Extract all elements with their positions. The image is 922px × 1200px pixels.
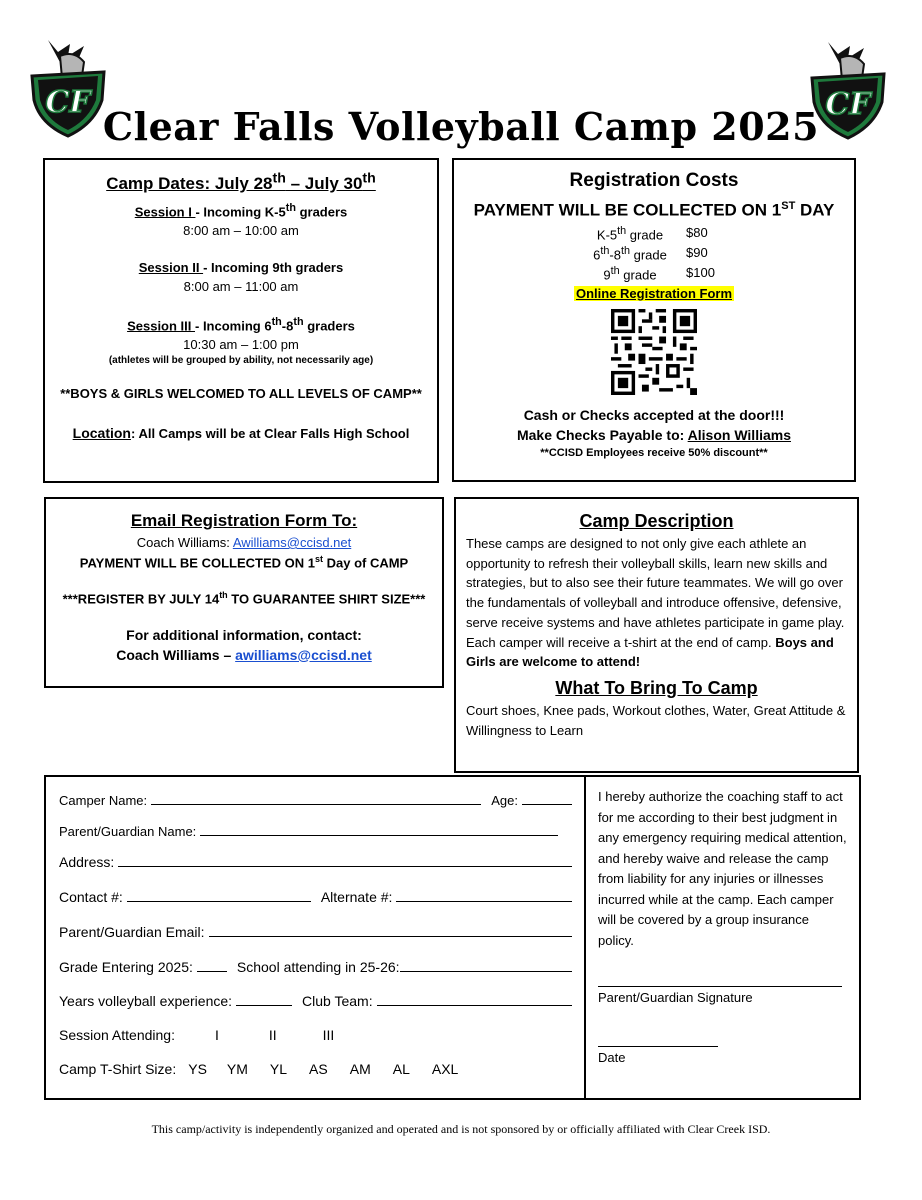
guardian-email-row: Parent/Guardian Email: — [59, 923, 576, 940]
online-registration-link[interactable]: Online Registration Form — [575, 285, 732, 301]
location-text: Location: All Camps will be at Clear Falls High School — [72, 425, 410, 442]
welcome-note: **BOYS & GIRLS WELCOMED TO ALL LEVELS OF CAMP** — [60, 386, 422, 402]
costs-header: Registration Costs — [569, 170, 739, 191]
camp-dates-box — [43, 158, 439, 483]
cost-row-6-8: 6th-8th grade $90 — [593, 244, 708, 263]
session-row: Session Attending: I II III — [59, 1027, 335, 1043]
school-field[interactable] — [400, 958, 572, 972]
size-ys[interactable]: YS — [188, 1061, 207, 1077]
session-1-time: 8:00 am – 10:00 am — [183, 222, 299, 238]
cash-checks-note: Cash or Checks accepted at the door!!! — [523, 406, 785, 423]
address-field[interactable] — [118, 853, 572, 867]
qr-code-icon[interactable] — [611, 309, 697, 395]
waiver-text: I hereby authorize the coaching staff to act for me according to their best judgment in any emergency requiring medical attention, and hereby waive and release the camp from liability for any injuries or illnesses incurred while at the camp. Each camper will be covered by a group insurance policy. — [598, 789, 847, 948]
registration-form — [44, 775, 586, 1100]
coach-email-link[interactable]: Awilliams@ccisd.net — [232, 535, 352, 550]
description-body: These camps are designed to not only give each athlete an opportunity to refresh their volleyball skills, learn new skills and strategies, but to also see their future teammates. We will go over the fundamentals of volleyball and introduce offensive, defensive, serve receive systems and have athletes participate in game play. Each camper will receive a t-shirt at the end of camp. Boys and Girls are welcome to attend! — [466, 536, 845, 670]
address-row: Address: — [59, 853, 576, 870]
size-axl[interactable]: AXL — [431, 1061, 459, 1077]
signature-field[interactable] — [598, 967, 842, 987]
size-ym[interactable]: YM — [226, 1061, 248, 1077]
session-3-note: (athletes will be grouped by ability, not necessarily age) — [108, 355, 374, 367]
email-registration-box — [44, 497, 444, 688]
checks-payable-note: Make Checks Payable to: Alison Williams — [516, 426, 791, 443]
email-header: Email Registration Form To: — [130, 511, 358, 530]
register-deadline: ***REGISTER BY JULY 14th TO GUARANTEE SHIRT SIZE*** — [62, 590, 426, 607]
guardian-name-row: Parent/Guardian Name: — [59, 822, 576, 839]
coach-email-line: Coach Williams: Awilliams@ccisd.net — [136, 535, 352, 550]
session-option-3[interactable]: III — [322, 1027, 335, 1043]
contact-row: Contact #: Alternate #: — [59, 888, 576, 905]
grade-field[interactable] — [197, 958, 227, 972]
guardian-name-field[interactable] — [200, 822, 558, 836]
svg-text:CF: CF — [45, 85, 91, 120]
signature-label: Parent/Guardian Signature — [598, 990, 753, 1005]
bring-header: What To Bring To Camp — [555, 677, 758, 698]
years-field[interactable] — [236, 992, 292, 1006]
registration-costs-box — [452, 158, 856, 482]
club-field[interactable] — [377, 992, 572, 1006]
contact-line: Coach Williams – awilliams@ccisd.net — [116, 646, 372, 663]
waiver-box — [584, 775, 861, 1100]
session-1-label: Session I - Incoming K-5th graders — [134, 201, 348, 219]
date-field[interactable] — [598, 1027, 718, 1047]
size-yl[interactable]: YL — [269, 1061, 288, 1077]
additional-info: For additional information, contact: — [126, 626, 362, 643]
shirt-size-row: Camp T-Shirt Size: YS YM YL AS AM AL AXL — [59, 1061, 459, 1077]
experience-row: Years volleyball experience: Club Team: — [59, 992, 576, 1009]
contact-field[interactable] — [127, 888, 311, 902]
session-3-time: 10:30 am – 1:00 pm — [183, 337, 299, 353]
age-field[interactable] — [522, 791, 572, 805]
session-option-1[interactable]: I — [214, 1027, 219, 1043]
description-header: Camp Description — [579, 511, 734, 531]
cost-row-k5: K-5th grade $80 — [596, 224, 708, 242]
camper-name-field[interactable] — [151, 791, 481, 805]
camp-description-box — [454, 497, 859, 773]
size-am[interactable]: AM — [349, 1061, 371, 1077]
bring-body: Court shoes, Knee pads, Workout clothes, Water, Great Attitude & Willingness to Learn — [466, 702, 846, 738]
session-2-time: 8:00 am – 11:00 am — [183, 278, 299, 294]
email-payment-notice: PAYMENT WILL BE COLLECTED ON 1st Day of CAMP — [79, 554, 409, 571]
cost-table — [454, 225, 854, 283]
page-title: Clear Falls Volleyball Camp 2025 — [102, 104, 820, 149]
camp-dates-header: Camp Dates: July 28th – July 30th — [106, 170, 376, 193]
guardian-email-field[interactable] — [209, 923, 572, 937]
alternate-field[interactable] — [396, 888, 572, 902]
cost-row-9: 9th grade $100 — [603, 265, 715, 283]
size-as[interactable]: AS — [309, 1061, 328, 1077]
disclaimer-footer: This camp/activity is independently organized and operated and is not sponsored by or officially affiliated with Clear Creek ISD. — [151, 1122, 771, 1136]
session-option-2[interactable]: II — [268, 1027, 277, 1043]
contact-email-link[interactable]: awilliams@ccisd.net — [235, 646, 372, 663]
grade-school-row: Grade Entering 2025: School attending in 25-26: — [59, 958, 576, 975]
size-al[interactable]: AL — [392, 1061, 410, 1077]
svg-text:CF: CF — [825, 87, 871, 122]
discount-note: **CCISD Employees receive 50% discount** — [540, 446, 768, 459]
date-label: Date — [598, 1049, 626, 1065]
camper-name-row: Camper Name: Age: — [59, 791, 576, 808]
session-2-label: Session II - Incoming 9th graders — [138, 259, 344, 275]
session-3-label: Session III - Incoming 6th-8th graders — [127, 315, 355, 334]
payment-notice: PAYMENT WILL BE COLLECTED ON 1ST DAY — [473, 200, 835, 220]
